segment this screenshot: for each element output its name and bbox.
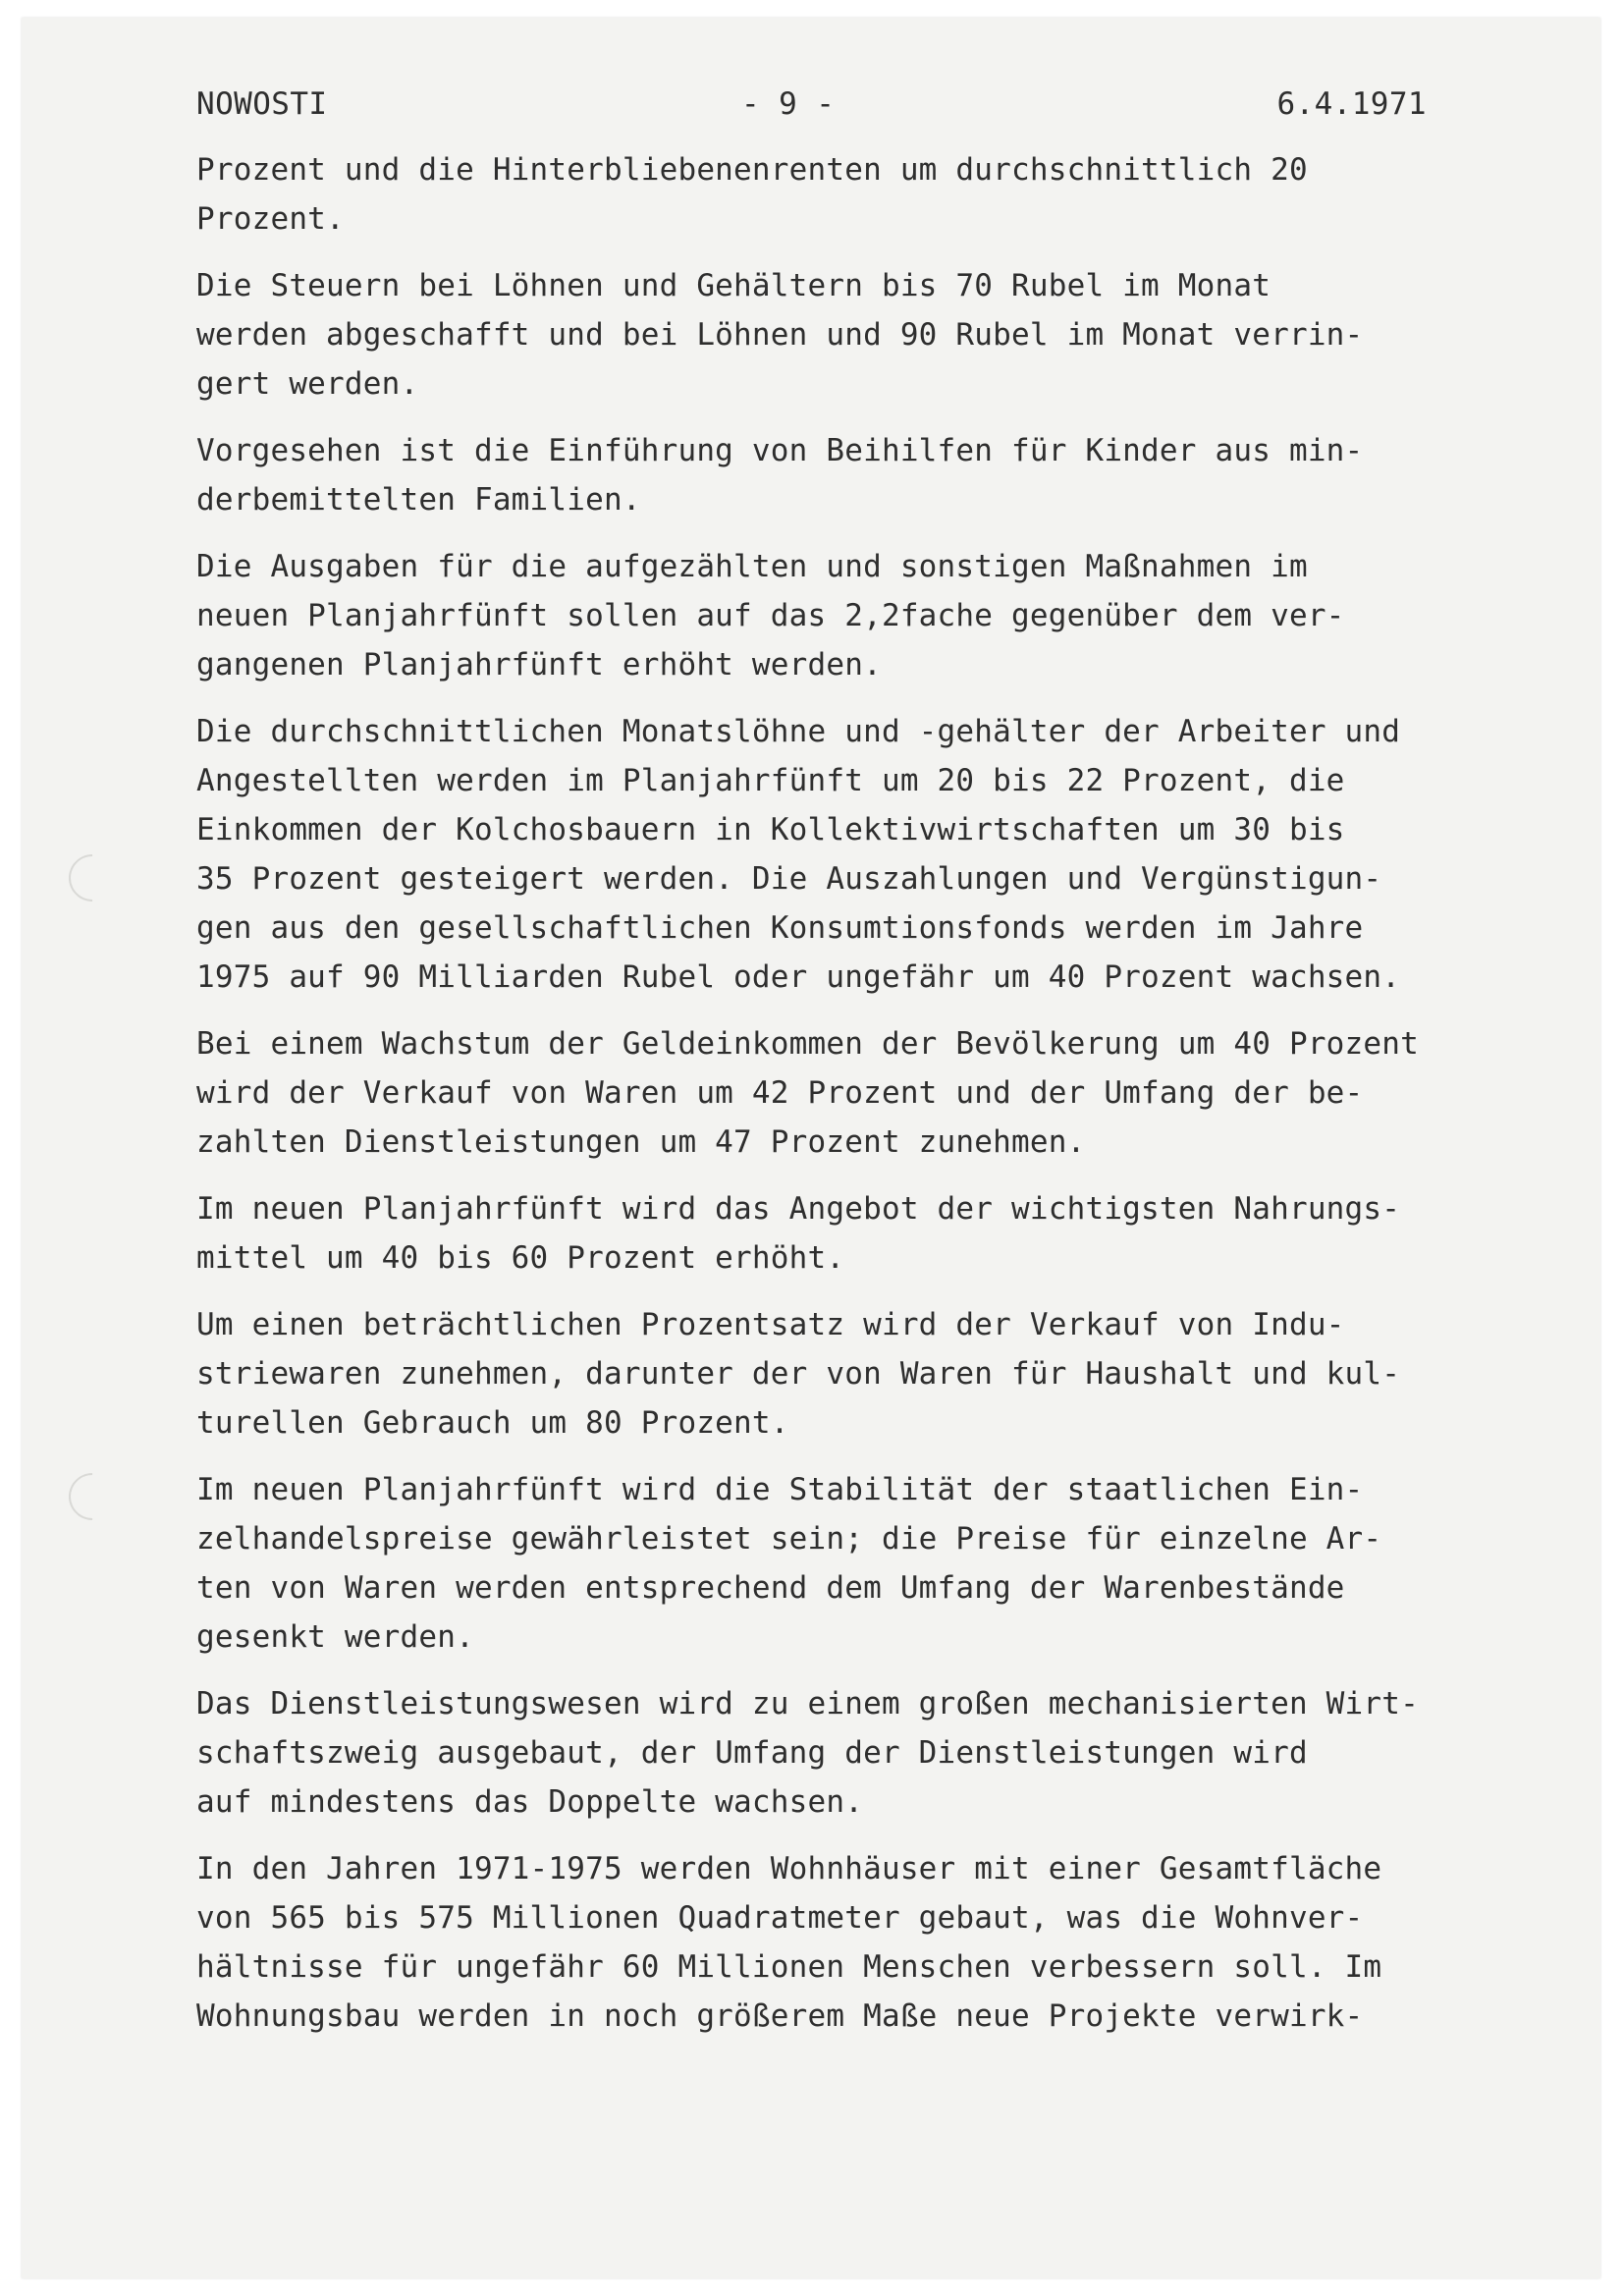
paragraph — [196, 1300, 1571, 1448]
text-line: 1975 auf 90 Milliarden Rubel oder ungefähr um 40 Prozent wachsen. — [196, 959, 1401, 995]
text-line: Angestellten werden im Planjahrfünft um 20 bis 22 Prozent, die — [196, 763, 1345, 798]
text-line: Die durchschnittlichen Monatslöhne und -gehälter der Arbeiter und — [196, 714, 1401, 749]
text-line: werden abgeschafft und bei Löhnen und 90 Rubel im Monat verrin- — [196, 317, 1364, 353]
text-line: hältnisse für ungefähr 60 Millionen Menschen verbessern soll. Im — [196, 1949, 1382, 1985]
text-line: Prozent. — [196, 201, 345, 237]
text-line: auf mindestens das Doppelte wachsen. — [196, 1784, 864, 1820]
text-line: Im neuen Planjahrfünft wird die Stabilität der staatlichen Ein- — [196, 1472, 1364, 1507]
text-line: schaftszweig ausgebaut, der Umfang der Dienstleistungen wird — [196, 1735, 1308, 1771]
document-body — [196, 145, 1571, 2058]
text-line: In den Jahren 1971-1975 werden Wohnhäuser mit einer Gesamtfläche — [196, 1851, 1382, 1886]
text-line: Die Steuern bei Löhnen und Gehältern bis 70 Rubel im Monat — [196, 268, 1271, 303]
text-line: Bei einem Wachstum der Geldeinkommen der Bevölkerung um 40 Prozent — [196, 1026, 1419, 1062]
paragraph — [196, 1465, 1571, 1662]
paragraph — [196, 426, 1571, 524]
text-line: mittel um 40 bis 60 Prozent erhöht. — [196, 1240, 845, 1276]
text-line: gert werden. — [196, 366, 419, 402]
paragraph — [196, 145, 1571, 244]
text-line: von 565 bis 575 Millionen Quadratmeter gebaut, was die Wohnver- — [196, 1900, 1364, 1936]
text-line: gen aus den gesellschaftlichen Konsumtionsfonds werden im Jahre — [196, 910, 1364, 946]
paragraph — [196, 1184, 1571, 1283]
page-header — [196, 82, 1427, 126]
text-line: zahlten Dienstleistungen um 47 Prozent zunehmen. — [196, 1124, 1086, 1160]
paragraph — [196, 261, 1571, 409]
text-line: Im neuen Planjahrfünft wird das Angebot der wichtigsten Nahrungs- — [196, 1191, 1401, 1227]
text-line: gesenkt werden. — [196, 1619, 474, 1655]
paragraph — [196, 1679, 1571, 1827]
text-line: Das Dienstleistungswesen wird zu einem großen mechanisierten Wirt- — [196, 1686, 1419, 1722]
paragraph — [196, 1019, 1571, 1167]
text-line: Die Ausgaben für die aufgezählten und sonstigen Maßnahmen im — [196, 549, 1308, 584]
text-line: gangenen Planjahrfünft erhöht werden. — [196, 647, 882, 683]
text-line: turellen Gebrauch um 80 Prozent. — [196, 1405, 789, 1441]
page-number: - 9 - — [741, 86, 836, 122]
text-line: ten von Waren werden entsprechend dem Umfang der Warenbestände — [196, 1570, 1345, 1606]
text-line: 35 Prozent gesteigert werden. Die Auszahlungen und Vergünstigun- — [196, 861, 1382, 897]
text-line: Vorgesehen ist die Einführung von Beihilfen für Kinder aus min- — [196, 433, 1364, 468]
text-line: zelhandelspreise gewährleistet sein; die Preise für einzelne Ar- — [196, 1521, 1382, 1557]
text-line: Um einen beträchtlichen Prozentsatz wird der Verkauf von Indu- — [196, 1307, 1345, 1342]
text-line: neuen Planjahrfünft sollen auf das 2,2fache gegenüber dem ver- — [196, 598, 1345, 633]
text-line: Einkommen der Kolchosbauern in Kollektivwirtschaften um 30 bis — [196, 812, 1345, 847]
header-date: 6.4.1971 — [1276, 86, 1427, 122]
text-line: striewaren zunehmen, darunter der von Waren für Haushalt und kul- — [196, 1356, 1401, 1392]
text-line: wird der Verkauf von Waren um 42 Prozent und der Umfang der be- — [196, 1075, 1364, 1111]
paragraph — [196, 542, 1571, 689]
header-source: NOWOSTI — [196, 86, 328, 122]
text-line: Wohnungsbau werden in noch größerem Maße neue Projekte verwirk- — [196, 1998, 1364, 2034]
text-line: Prozent und die Hinterbliebenenrenten um durchschnittlich 20 — [196, 152, 1308, 188]
paragraph — [196, 707, 1571, 1002]
text-line: derbemittelten Familien. — [196, 482, 641, 518]
paragraph — [196, 1844, 1571, 2041]
